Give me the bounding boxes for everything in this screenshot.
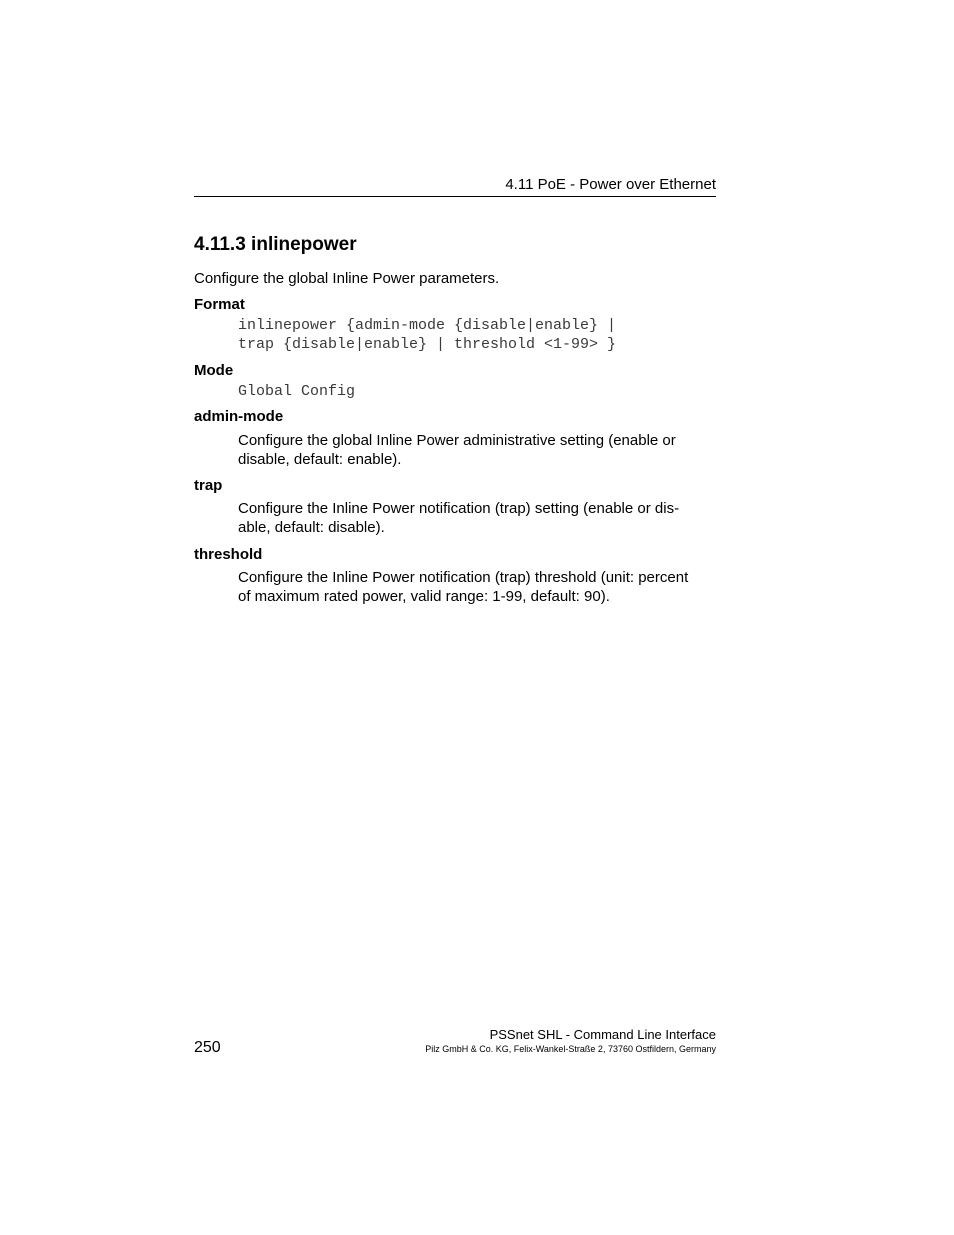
format-label: Format bbox=[194, 296, 245, 313]
param-description-admin-mode bbox=[238, 431, 716, 469]
description-line: Configure the Inline Power notification (trap) setting (enable or dis- bbox=[238, 500, 680, 517]
description-line: of maximum rated power, valid range: 1-99, default: 90). bbox=[238, 588, 610, 605]
description-line: Configure the global Inline Power administrative setting (enable or bbox=[238, 432, 676, 449]
footer-document-title: PSSnet SHL - Command Line Interface bbox=[489, 1027, 716, 1042]
format-syntax-line: trap {disable|enable} | threshold <1-99> } bbox=[238, 336, 617, 353]
param-description-trap bbox=[238, 499, 716, 537]
document-page bbox=[194, 0, 716, 1235]
header-rule bbox=[194, 196, 716, 197]
section-title: 4.11.3 inlinepower bbox=[194, 234, 357, 255]
section-intro: Configure the global Inline Power parameters. bbox=[194, 270, 500, 287]
param-description-threshold bbox=[238, 568, 716, 606]
footer-address: Pilz GmbH & Co. KG, Felix-Wankel-Straße 2, 73760 Ostfildern, Germany bbox=[425, 1044, 716, 1054]
mode-value: Global Config bbox=[238, 383, 356, 400]
running-header: 4.11 PoE - Power over Ethernet bbox=[505, 176, 716, 193]
description-line: Configure the Inline Power notification (trap) threshold (unit: percent bbox=[238, 569, 689, 586]
mode-label: Mode bbox=[194, 362, 234, 379]
param-name-trap: trap bbox=[194, 477, 223, 494]
description-line: able, default: disable). bbox=[238, 519, 385, 536]
param-name-admin-mode: admin-mode bbox=[194, 408, 284, 425]
page-number: 250 bbox=[194, 1039, 221, 1056]
format-syntax-line: inlinepower {admin-mode {disable|enable} | bbox=[238, 317, 617, 334]
param-name-threshold: threshold bbox=[194, 546, 263, 563]
description-line: disable, default: enable). bbox=[238, 451, 402, 468]
